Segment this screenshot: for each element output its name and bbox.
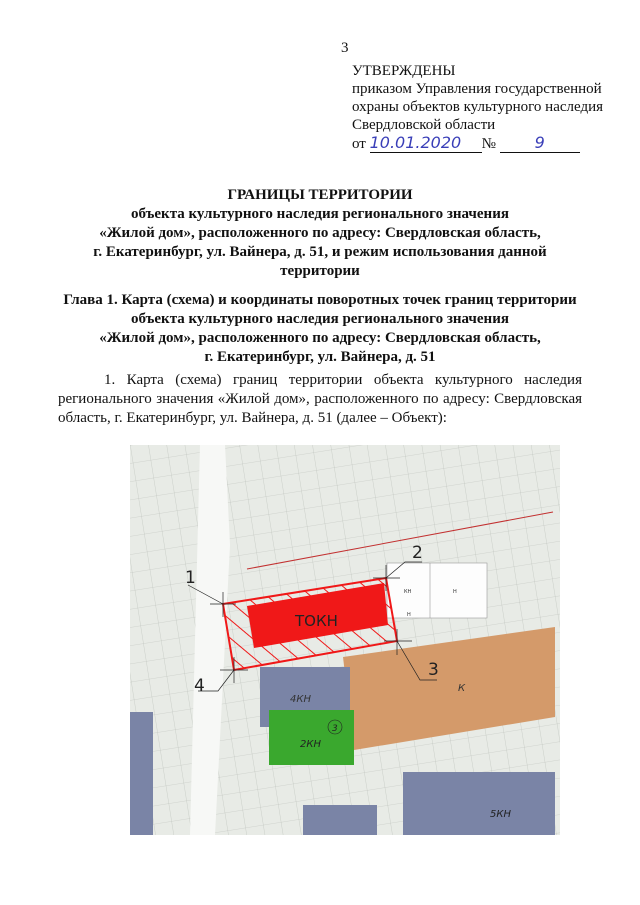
label-n1: Н <box>453 589 457 595</box>
building-bottom <box>303 805 377 835</box>
chapter-line: Глава 1. Карта (схема) и координаты поворотных точек границ территории <box>63 292 577 308</box>
number-value: 9 <box>500 134 580 153</box>
building-5kh <box>403 772 555 835</box>
label-4kh: 4КН <box>290 694 311 705</box>
date-value: 10.01.2020 <box>370 134 482 153</box>
chapter-heading <box>40 291 600 367</box>
building-2kh <box>269 710 354 765</box>
number-prefix: № <box>481 136 496 152</box>
chapter-line: г. Екатеринбург, ул. Вайнера, д. 51 <box>204 349 436 365</box>
approval-block <box>352 62 603 153</box>
label-2kh: 2КН <box>300 739 321 750</box>
label-5kh: 5КН <box>490 809 511 820</box>
approval-line: Свердловской области <box>352 117 496 133</box>
object-label: ТОКН <box>295 612 338 630</box>
point-label-1: 1 <box>185 568 196 588</box>
label-n2: Н <box>407 612 411 618</box>
chapter-line: объекта культурного наследия регионального значения <box>131 311 509 327</box>
building-left <box>130 712 153 835</box>
paragraph: 1. Карта (схема) границ территории объекта культурного наследия регионального значения «Жилой дом», расположенного по адресу: Свердловская область, г. Екатеринбург, ул. Вайнера, д. 51 (далее – Объект): <box>58 372 582 426</box>
label-kh: КН <box>404 589 412 595</box>
title-line: г. Екатеринбург, ул. Вайнера, д. 51, и режим использования данной <box>93 244 547 260</box>
approval-line: приказом Управления государственной <box>352 81 602 97</box>
chapter-line: «Жилой дом», расположенного по адресу: Свердловская область, <box>99 330 541 346</box>
title-line: объекта культурного наследия регионального значения <box>131 206 509 222</box>
label-circle: 3 <box>332 724 338 734</box>
building-kh <box>387 563 487 618</box>
approval-date-line <box>352 134 603 153</box>
point-label-3: 3 <box>428 660 439 680</box>
title-line: ГРАНИЦЫ ТЕРРИТОРИИ <box>227 187 413 203</box>
point-label-2: 2 <box>412 543 423 563</box>
territory-map <box>130 445 560 835</box>
date-prefix: от <box>352 136 366 152</box>
title-line: территории <box>280 263 360 279</box>
approval-heading: УТВЕРЖДЕНЫ <box>352 63 456 79</box>
approval-line: охраны объектов культурного наследия <box>352 99 604 115</box>
label-k: К <box>458 683 466 694</box>
document-title <box>40 186 600 281</box>
page-number: 3 <box>341 40 349 56</box>
title-line: «Жилой дом», расположенного по адресу: Свердловская область, <box>99 225 541 241</box>
point-label-4: 4 <box>194 676 205 696</box>
